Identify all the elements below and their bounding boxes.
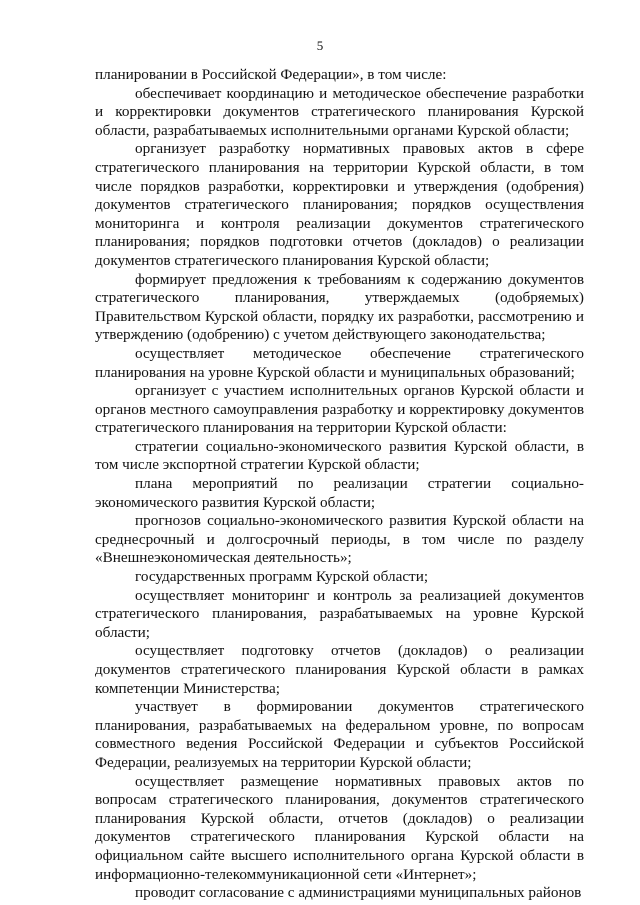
paragraph: осуществляет мониторинг и контроль за реализацией документов стратегического планирования, разрабатываемых на уровне Курской области; bbox=[95, 586, 584, 641]
paragraph: организует с участием исполнительных органов Курской области и органов местного самоуправления разработку и корректировку документов стратегического планирования на территории Курской области: bbox=[95, 382, 584, 437]
document-body bbox=[95, 66, 584, 903]
paragraph: осуществляет методическое обеспечение стратегического планирования на уровне Курской области и муниципальных образований; bbox=[95, 344, 584, 381]
paragraph: осуществляет подготовку отчетов (докладов) о реализации документов стратегического планирования Курской области в рамках компетенции Министерства; bbox=[95, 642, 584, 697]
paragraph: осуществляет размещение нормативных правовых актов по вопросам стратегического планирования, документов стратегического планирования Курской области, отчетов (докладов) о реализации документов стратегического планирования Курской области на официальном сайте высшего исполнительного органа Курской области в информационно-телекоммуникационной сети «Интернет»; bbox=[95, 772, 584, 883]
paragraph: формирует предложения к требованиям к содержанию документов стратегического планирования, утверждаемых (одобряемых) Правительством Курской области, порядку их разработки, рассмотрению и утверждению (одобрению) с учетом действующего законодательства; bbox=[95, 270, 584, 344]
paragraph: государственных программ Курской области; bbox=[135, 568, 429, 586]
paragraph: участвует в формировании документов стратегического планирования, разрабатываемых на федеральном уровне, по вопросам совместного ведения Российской Федерации и субъектов Российской Федерации, реализуемых на территории Курской области; bbox=[95, 698, 584, 771]
page-number: 5 bbox=[316, 38, 324, 53]
paragraph: планировании в Российской Федерации», в том числе: bbox=[95, 66, 447, 83]
paragraph: прогнозов социально-экономического развития Курской области на среднесрочный и долгосрочный периоды, в том числе по разделу «Внешнеэкономическая деятельность»; bbox=[95, 512, 584, 567]
paragraph: стратегии социально-экономического развития Курской области, в том числе экспортной стратегии Курской области; bbox=[95, 437, 584, 474]
paragraph: проводит согласование с администрациями муниципальных районов bbox=[135, 884, 582, 902]
paragraph: организует разработку нормативных правовых актов в сфере стратегического планирования на территории Курской области, в том числе порядков разработки, корректировки и утверждения (одобрения) документов стратегического планирования; порядков осуществления мониторинга и контроля реализации документов стратегического планирования; порядков подготовки отчетов (докладов) о реализации документов стратегического планирования Курской области; bbox=[95, 140, 584, 269]
paragraph: плана мероприятий по реализации стратегии социально-экономического развития Курской области; bbox=[95, 475, 584, 511]
paragraph: обеспечивает координацию и методическое обеспечение разработки и корректировки документов стратегического планирования Курской области, разрабатываемых исполнительными органами Курской области; bbox=[95, 84, 584, 139]
